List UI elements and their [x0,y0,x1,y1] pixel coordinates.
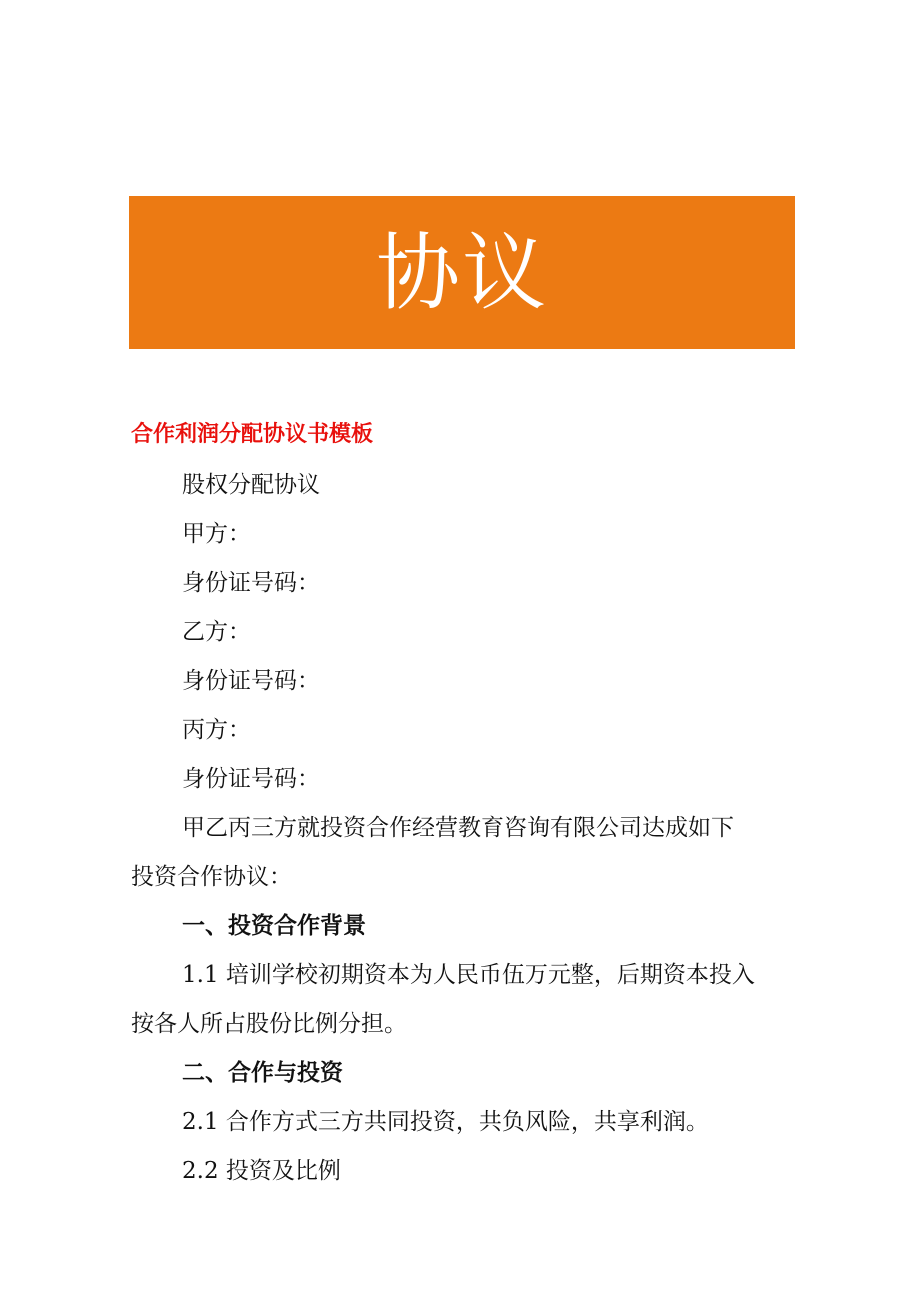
title-banner [129,196,795,349]
doc-line-id-a: 身份证号码： [182,570,320,596]
doc-line-party-c: 丙方： [182,717,251,743]
doc-line-id-b: 身份证号码： [182,668,320,694]
doc-line-party-a: 甲方： [182,521,251,547]
doc-line-equity: 股权分配协议 [182,472,320,498]
doc-line-party-b: 乙方： [182,619,251,645]
section-2-title: 二、合作与投资 [182,1060,343,1086]
clause-2-2: 2.2 投资及比例 [182,1158,341,1184]
intro-line-2: 投资合作协议： [131,864,292,890]
document-heading: 合作利润分配协议书模板 [131,422,374,447]
intro-line-1: 甲乙丙三方就投资合作经营教育咨询有限公司达成如下 [182,815,734,841]
clause-1-1-line-2: 按各人所占股份比例分担。 [131,1011,407,1037]
clause-1-1-line-1: 1.1 培训学校初期资本为人民币伍万元整，后期资本投入 [182,962,755,988]
doc-line-id-c: 身份证号码： [182,766,320,792]
clause-2-1: 2.1 合作方式三方共同投资，共负风险，共享利润。 [182,1109,709,1135]
banner-title: 协议 [375,223,548,322]
section-1-title: 一、投资合作背景 [182,913,366,939]
